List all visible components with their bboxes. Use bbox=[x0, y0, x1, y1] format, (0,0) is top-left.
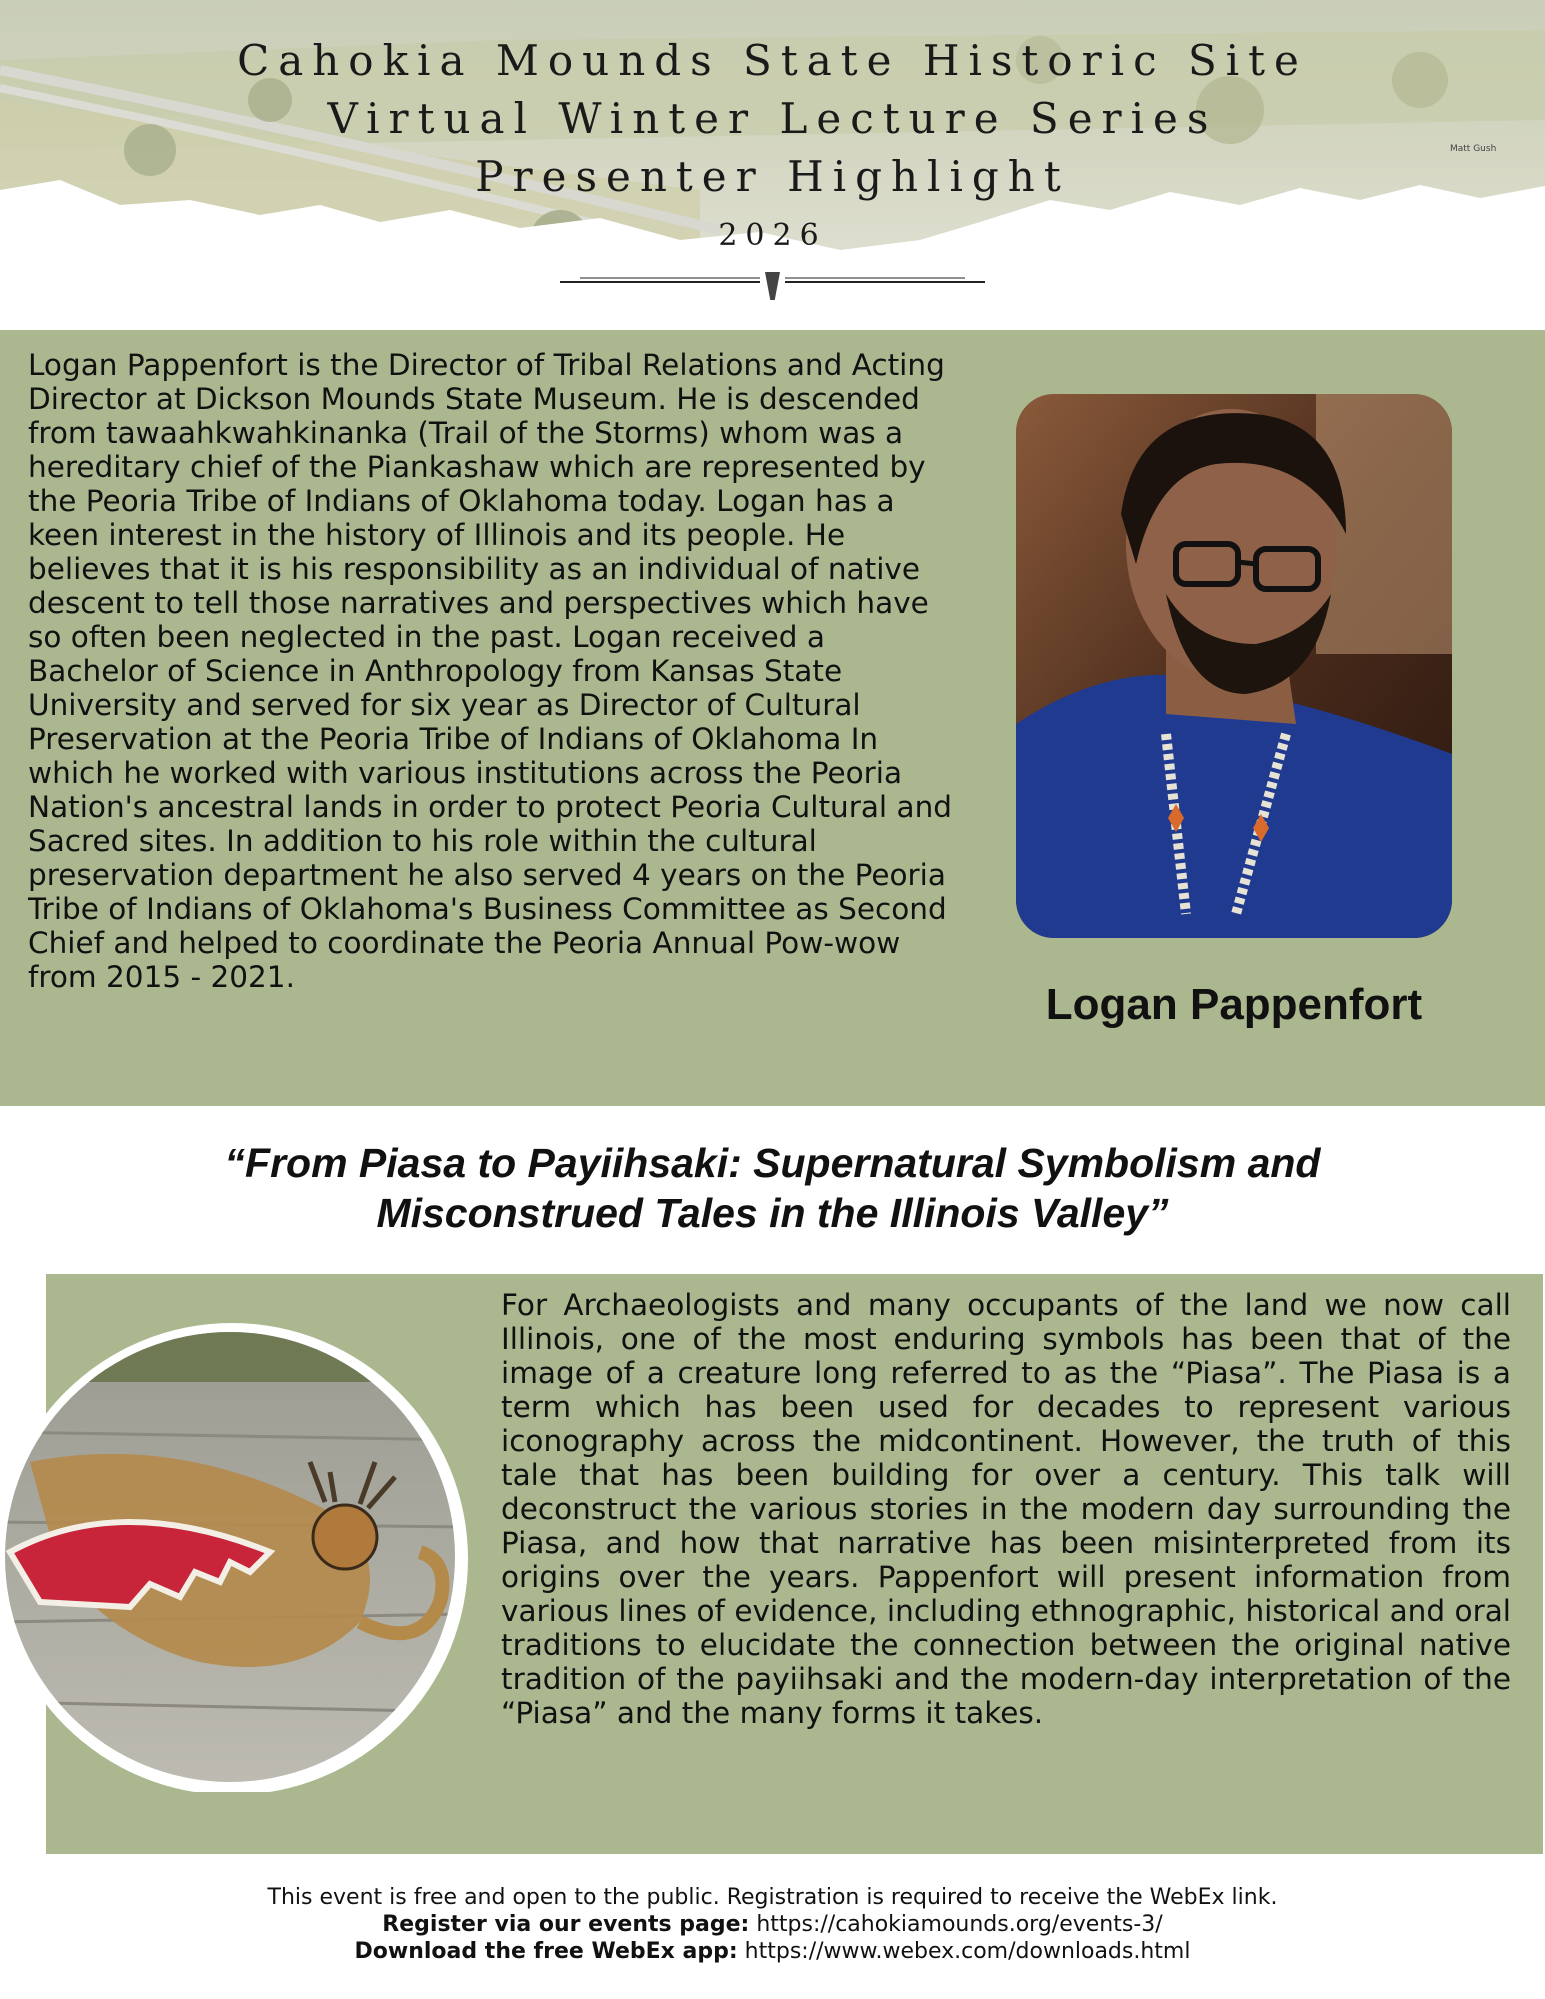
presenter-photo bbox=[1016, 394, 1452, 938]
download-label: Download the free WebEx app: bbox=[354, 1939, 738, 1964]
download-link[interactable]: https://www.webex.com/downloads.html bbox=[744, 1939, 1191, 1964]
presenter-name: Logan Pappenfort bbox=[1045, 980, 1423, 1029]
abstract-text: For Archaeologists and many occupants of the land we now call Illinois, one of the most enduring symbols has been that of the image of a creature long referred to as the “Piasa”. The Piasa is a term which has been used for decades to represent various iconography across the midcontinent. However, the truth of this tale that has been building for over a century. This talk will deconstruct the various stories in the modern day surrounding the Piasa, and how that narrative has been misinterpreted from its origins over the years. Pappenfort will present information from various lines of evidence, including ethnographic, historical and oral traditions to elucidate the connection between the original native tradition of the payiihsaki and the modern-day interpretation of the “Piasa” and the many forms it takes. bbox=[501, 1288, 1511, 1730]
bio-panel bbox=[0, 330, 1545, 1106]
register-label: Register via our events page: bbox=[382, 1912, 750, 1937]
talk-title bbox=[0, 1138, 1545, 1238]
register-link[interactable]: https://cahokiamounds.org/events-3/ bbox=[756, 1912, 1163, 1937]
arrowhead-divider-icon bbox=[560, 270, 985, 300]
title-line-2: Virtual Winter Lecture Series bbox=[327, 94, 1218, 143]
piasa-mural-image bbox=[0, 1322, 470, 1792]
title-line-1: Cahokia Mounds State Historic Site bbox=[237, 36, 1308, 85]
header-banner bbox=[0, 0, 1545, 300]
footer bbox=[0, 1884, 1545, 1965]
footer-free-event: This event is free and open to the public. Registration is required to receive the WebEx link. bbox=[267, 1885, 1278, 1910]
portrait-image bbox=[1016, 394, 1452, 938]
talk-title-line-1: “From Piasa to Payiihsaki: Supernatural Symbolism and bbox=[224, 1140, 1321, 1186]
header-title bbox=[0, 32, 1545, 206]
header-year: 2026 bbox=[718, 218, 827, 253]
photo-credit: Matt Gush bbox=[1450, 144, 1497, 154]
footer-register-line bbox=[0, 1911, 1545, 1938]
bio-text: Logan Pappenfort is the Director of Tribal Relations and Acting Director at Dickson Mounds State Museum. He is descended from tawaahkwahkinanka (Trail of the Storms) whom was a hereditary chief of the Piankashaw which are represented by the Peoria Tribe of Indians of Oklahoma today. Logan has a keen interest in the history of Illinois and its people. He believes that it is his responsibility as an individual of native descent to tell those narratives and perspectives which have so often been neglected in the past. Logan received a Bachelor of Science in Anthropology from Kansas State University and served for six year as Director of Cultural Preservation at the Peoria Tribe of Indians of Oklahoma In which he worked with various institutions across the Peoria Nation's ancestral lands in order to protect Peoria Cultural and Sacred sites. In addition to his role within the cultural preservation department he also served 4 years on the Peoria Tribe of Indians of Oklahoma's Business Committee as Second Chief and helped to coordinate the Peoria Annual Pow-wow from 2015 - 2021. bbox=[28, 348, 952, 994]
talk-title-line-2: Misconstrued Tales in the Illinois Valley” bbox=[376, 1190, 1169, 1236]
footer-download-line bbox=[0, 1938, 1545, 1965]
title-line-3: Presenter Highlight bbox=[475, 152, 1070, 201]
